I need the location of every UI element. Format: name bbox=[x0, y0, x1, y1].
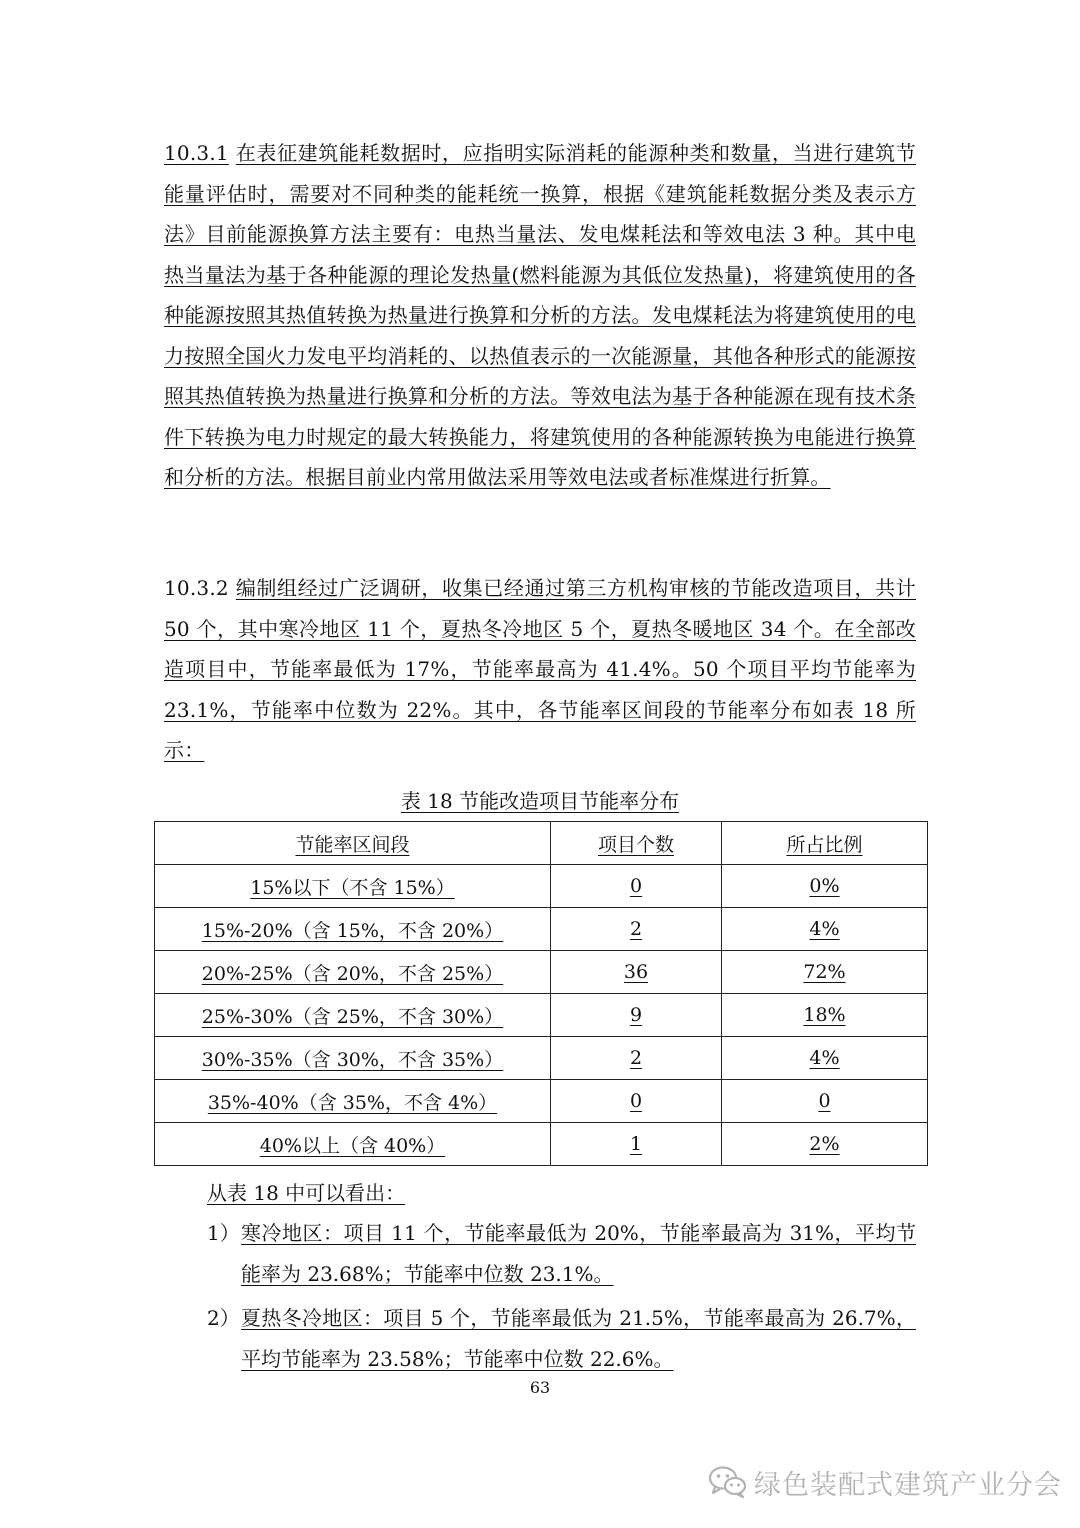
range-cell: 20%-25%（含 20%，不含 25%） bbox=[155, 951, 551, 994]
range-cell: 30%-35%（含 30%，不含 35%） bbox=[155, 1037, 551, 1080]
section-text: 在表征建筑能耗数据时，应指明实际消耗的能源种类和数量，当进行建筑节能量评估时，需要对不同种类的能耗统一换算，根据《建筑能耗数据分类及表示方法》目前能源换算方法主要有：电热当量法、发电煤耗法和等效电法 3 种。其中电热当量法为基于各种能源的理论发热量(燃料能源为其低位发热量)，将建筑使用的各种能源按照其热值转换为热量进行换算和分析的方法。发电煤耗法为将建筑使用的电力按照全国火力发电平均消耗的、以热值表示的一次能源量，其他各种形式的能源按照其热值转换为热量进行换算和分析的方法。等效电法为基于各种能源在现有技术条件下转换为电力时规定的最大转换能力，将建筑使用的各种能源转换为电能进行换算和分析的方法。根据目前业内常用做法采用等效电法或者标准煤进行折算。 bbox=[164, 141, 916, 489]
finding-number: 1） bbox=[207, 1221, 240, 1245]
percent-cell: 4% bbox=[722, 1037, 928, 1080]
range-cell: 15%-20%（含 15%，不含 20%） bbox=[155, 908, 551, 951]
table-row bbox=[155, 1037, 928, 1080]
count-cell: 2 bbox=[551, 908, 722, 951]
finding-text: 寒冷地区：项目 11 个，节能率最低为 20%，节能率最高为 31%，平均节能率为 23.68%；节能率中位数 23.1%。 bbox=[241, 1221, 916, 1286]
percent-cell: 4% bbox=[722, 908, 928, 951]
table-row bbox=[155, 908, 928, 951]
count-cell: 36 bbox=[551, 951, 722, 994]
percent-cell: 2% bbox=[722, 1123, 928, 1166]
percent-cell: 0% bbox=[722, 865, 928, 908]
count-cell: 9 bbox=[551, 994, 722, 1037]
finding-item bbox=[207, 1213, 916, 1295]
watermark-text: 绿色装配式建筑产业分会 bbox=[754, 1469, 1062, 1501]
table-row bbox=[155, 865, 928, 908]
percent-cell: 72% bbox=[722, 951, 928, 994]
table-row bbox=[155, 994, 928, 1037]
section-10-3-2 bbox=[164, 568, 916, 771]
count-cell: 1 bbox=[551, 1123, 722, 1166]
watermark bbox=[708, 1462, 1062, 1502]
energy-saving-rate-table bbox=[154, 821, 928, 1166]
section-10-3-1 bbox=[164, 133, 916, 498]
table-summary-intro: 从表 18 中可以看出： bbox=[207, 1181, 406, 1205]
table-row bbox=[155, 1123, 928, 1166]
range-cell: 40%以上（含 40%） bbox=[155, 1123, 551, 1166]
count-cell: 0 bbox=[551, 1080, 722, 1123]
count-cell: 0 bbox=[551, 865, 722, 908]
section-text: 编制组经过广泛调研，收集已经通过第三方机构审核的节能改造项目，共计 50 个，其中寒冷地区 11 个，夏热冬冷地区 5 个，夏热冬暖地区 34 个。在全部改造项目中，节能率最低为 17%，节能率最高为 41.4%。50 个项目平均节能率为 23.1%，节能率中位数为 22%。其中，各节能率区间段的节能率分布如表 18 所示： bbox=[164, 576, 916, 762]
table-row bbox=[155, 951, 928, 994]
table-caption: 表 18 节能改造项目节能率分布 bbox=[400, 789, 680, 813]
table-row bbox=[155, 1080, 928, 1123]
range-cell: 15%以下（不含 15%） bbox=[155, 865, 551, 908]
percent-cell: 0 bbox=[722, 1080, 928, 1123]
header-cell: 节能率区间段 bbox=[155, 822, 551, 865]
section-number: 10.3.2 bbox=[164, 576, 229, 600]
percent-cell: 18% bbox=[722, 994, 928, 1037]
page-number: 63 bbox=[529, 1378, 551, 1397]
table-header-row bbox=[155, 822, 928, 865]
section-number: 10.3.1 bbox=[164, 141, 229, 165]
header-cell: 所占比例 bbox=[722, 822, 928, 865]
range-cell: 25%-30%（含 25%，不含 30%） bbox=[155, 994, 551, 1037]
header-cell: 项目个数 bbox=[551, 822, 722, 865]
count-cell: 2 bbox=[551, 1037, 722, 1080]
wechat-icon bbox=[708, 1465, 748, 1499]
range-cell: 35%-40%（含 35%，不含 4%） bbox=[155, 1080, 551, 1123]
finding-item bbox=[207, 1298, 916, 1380]
finding-text: 夏热冬冷地区：项目 5 个，节能率最低为 21.5%，节能率最高为 26.7%，平均节能率为 23.58%；节能率中位数 22.6%。 bbox=[241, 1306, 916, 1371]
finding-number: 2） bbox=[207, 1306, 240, 1330]
